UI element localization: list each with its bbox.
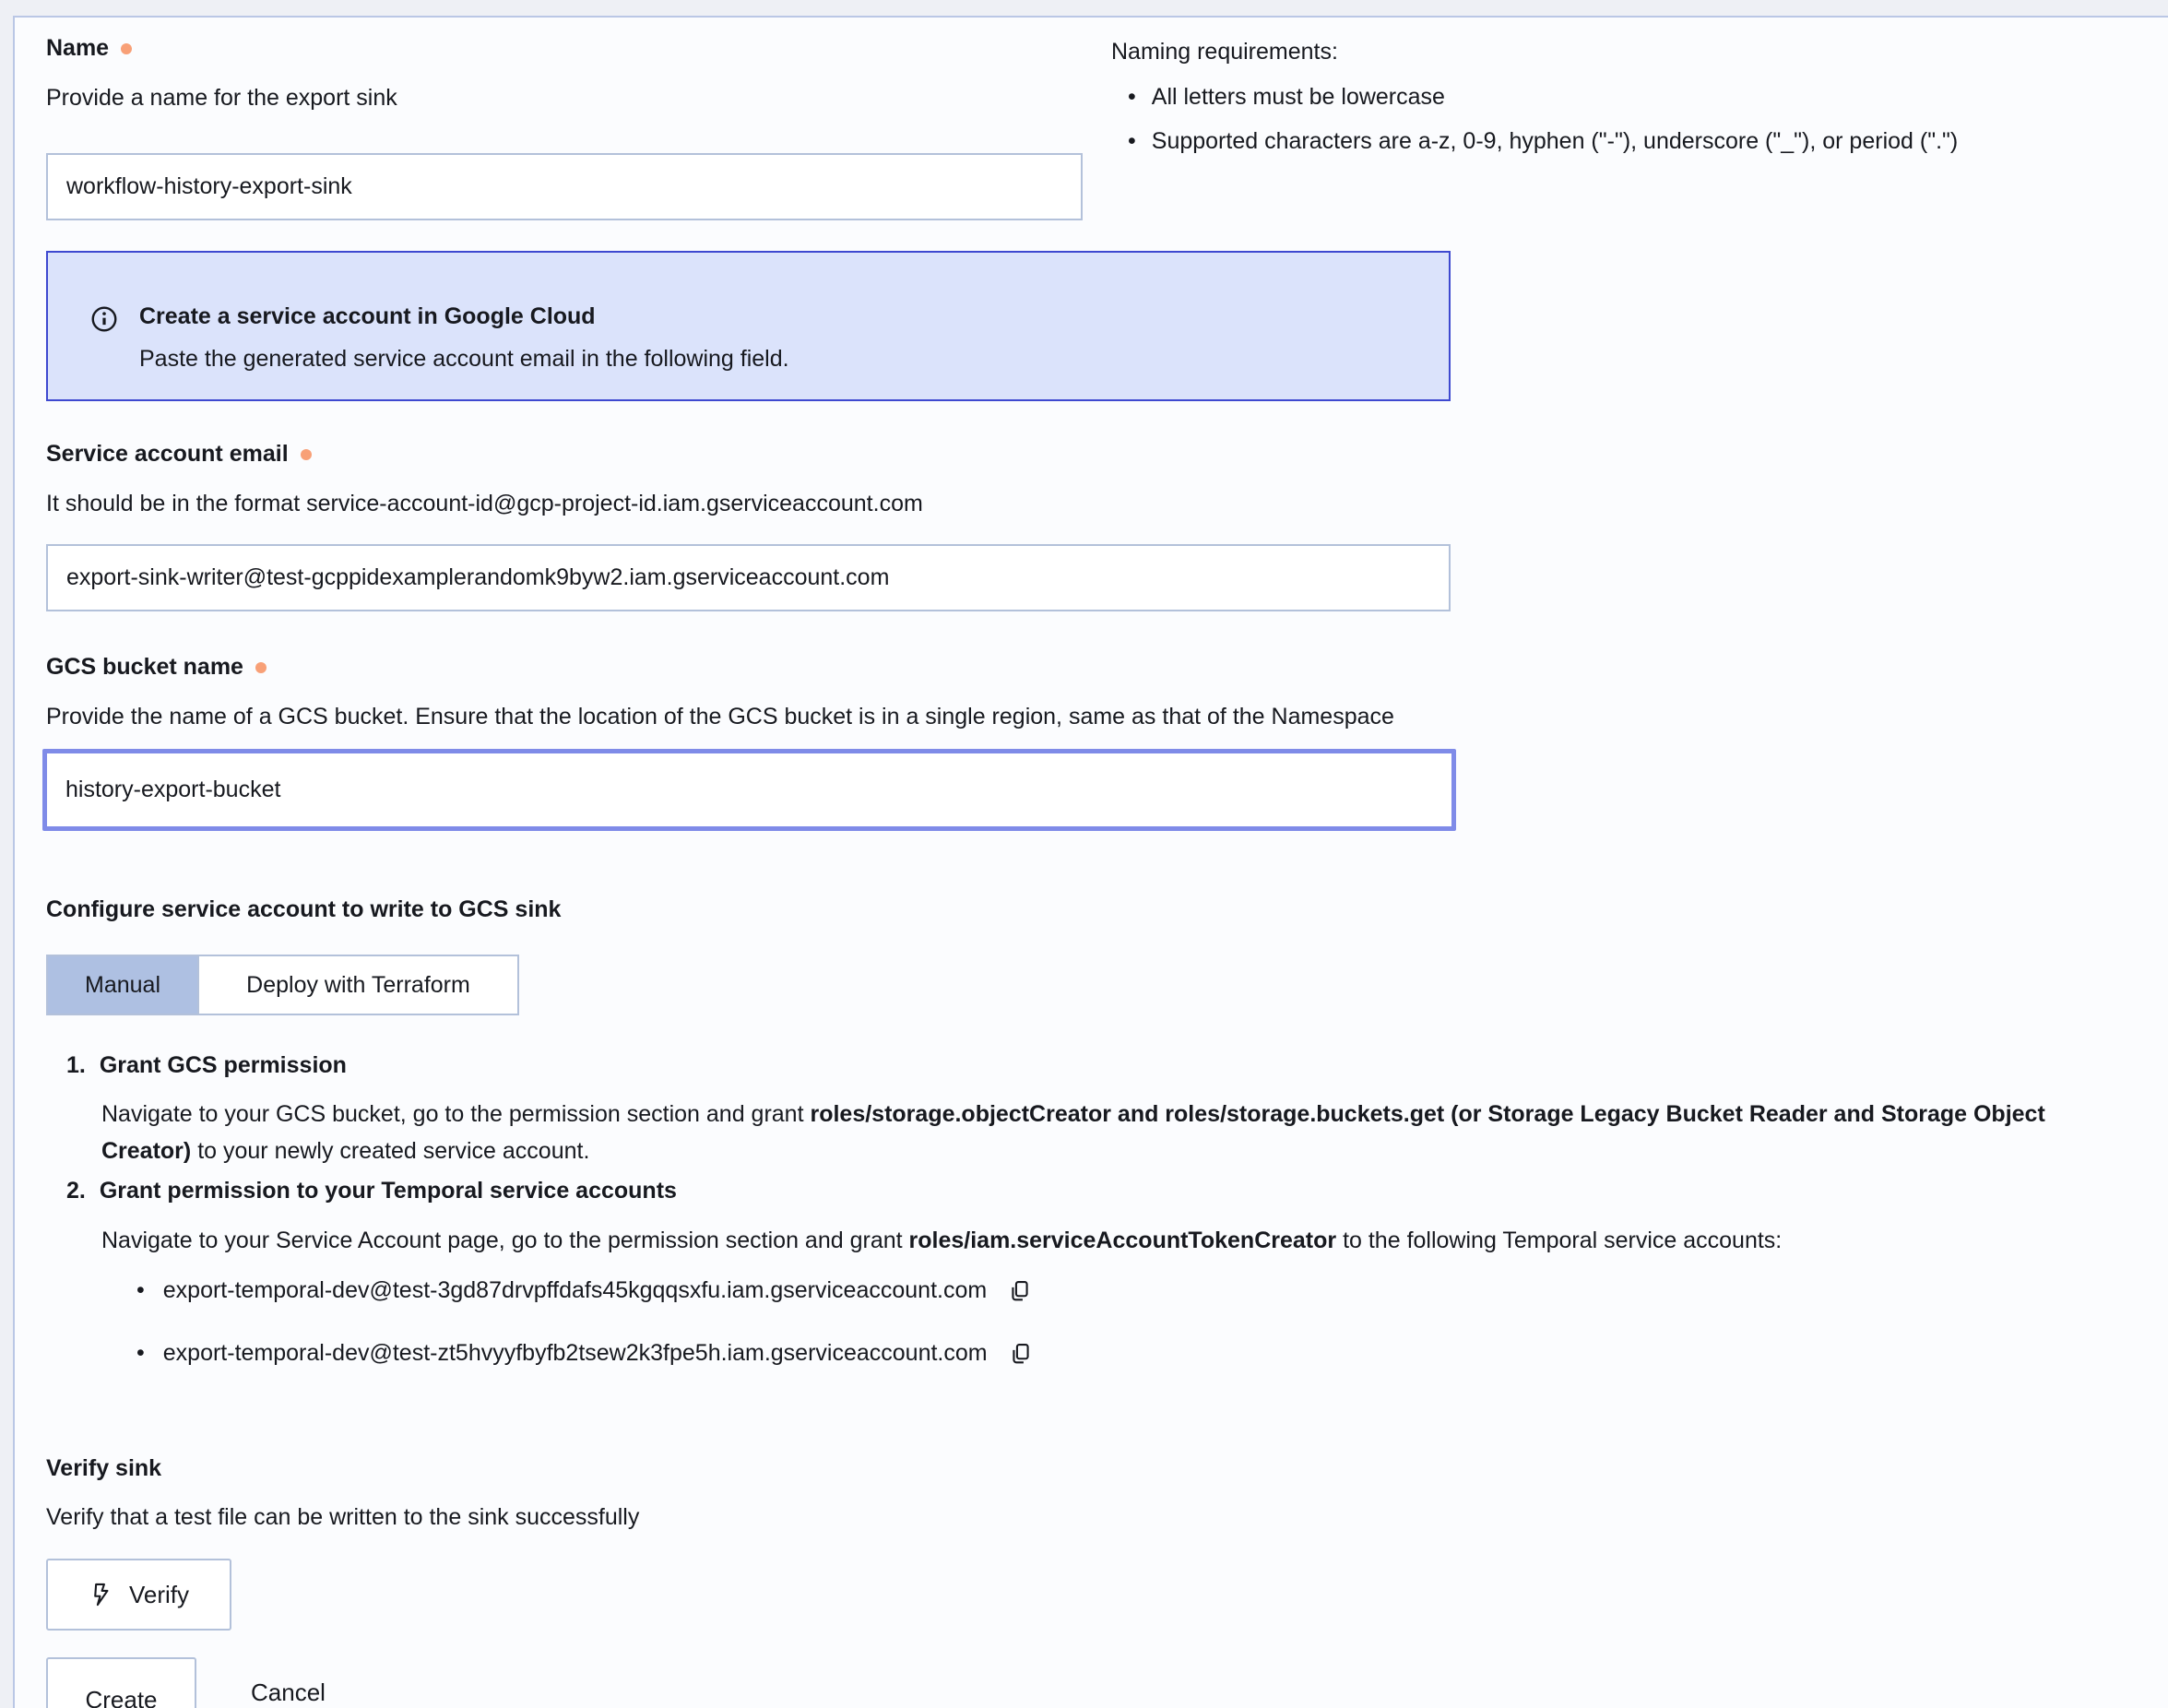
info-banner-body: Paste the generated service account email in the following field. <box>139 346 789 372</box>
name-label <box>46 35 132 62</box>
naming-requirement-item: • All letters must be lowercase <box>1128 84 1445 110</box>
gcs-bucket-name-label: GCS bucket name <box>46 654 267 681</box>
temporal-account-email: export-temporal-dev@test-3gd87drvpffdafs45kgqqsxfu.iam.gserviceaccount.com <box>162 1277 988 1303</box>
configure-section-title: Configure service account to write to GCS sink <box>46 896 562 922</box>
verify-sink-title: Verify sink <box>46 1455 162 1481</box>
naming-requirements-title: Naming requirements: <box>1111 39 1338 65</box>
cancel-button[interactable]: Cancel <box>251 1678 326 1706</box>
step-1-body: Navigate to your GCS bucket, go to the permission section and grant roles/storage.objectCreator and roles/storage.buckets.get (or Storage Legacy Bucket Reader and Storage Object Creator) to your newly created service account. <box>101 1101 2045 1164</box>
required-indicator <box>121 43 132 54</box>
required-indicator <box>255 662 267 673</box>
bullet-icon: • <box>136 1340 145 1366</box>
tab-manual[interactable]: Manual <box>48 956 197 1014</box>
naming-requirement-item: • Supported characters are a-z, 0-9, hyphen ("-"), underscore ("_"), or period (".") <box>1128 128 1959 154</box>
name-input[interactable] <box>46 153 1083 220</box>
temporal-account-row <box>136 1277 1033 1304</box>
temporal-account-email: export-temporal-dev@test-zt5hvyyfbyfb2tsew2k3fpe5h.iam.gserviceaccount.com <box>162 1340 988 1366</box>
required-indicator <box>301 449 312 460</box>
verify-button[interactable]: Verify <box>46 1559 231 1631</box>
verify-sink-description: Verify that a test file can be written to the sink successfully <box>46 1504 640 1530</box>
naming-requirements <box>1111 39 1958 172</box>
gcs-bucket-name-input[interactable] <box>42 749 1456 831</box>
bullet-icon: • <box>1128 84 1136 110</box>
bullet-icon: • <box>136 1277 145 1303</box>
temporal-account-row <box>136 1340 1034 1367</box>
name-label-text: Name <box>46 35 110 61</box>
copy-button[interactable] <box>1008 1341 1034 1367</box>
lightning-icon <box>89 1582 114 1607</box>
step-2-body: Navigate to your Service Account page, go to the permission section and grant roles/iam.serviceAccountTokenCreator to the following Temporal service accounts: <box>101 1228 1783 1253</box>
step-2-title: 2. Grant permission to your Temporal service accounts <box>66 1178 677 1204</box>
name-description: Provide a name for the export sink <box>46 85 397 111</box>
service-account-email-input[interactable] <box>46 544 1451 611</box>
tab-deploy-with-terraform[interactable]: Deploy with Terraform <box>197 956 517 1014</box>
gcs-bucket-name-description: Provide the name of a GCS bucket. Ensure that the location of the GCS bucket is in a single region, same as that of the Namespace <box>46 704 1394 729</box>
bullet-icon: • <box>1128 128 1136 154</box>
service-account-email-description: It should be in the format service-account-id@gcp-project-id.iam.gserviceaccount.com <box>46 491 923 516</box>
create-button[interactable]: Create <box>46 1657 196 1708</box>
info-icon <box>89 304 119 340</box>
service-account-email-label: Service account email <box>46 441 312 468</box>
step-1-title: 1. Grant GCS permission <box>66 1052 347 1078</box>
info-banner <box>46 251 1451 401</box>
configure-tab-group <box>46 955 519 1015</box>
copy-button[interactable] <box>1007 1278 1033 1304</box>
info-banner-title: Create a service account in Google Cloud <box>139 303 596 329</box>
